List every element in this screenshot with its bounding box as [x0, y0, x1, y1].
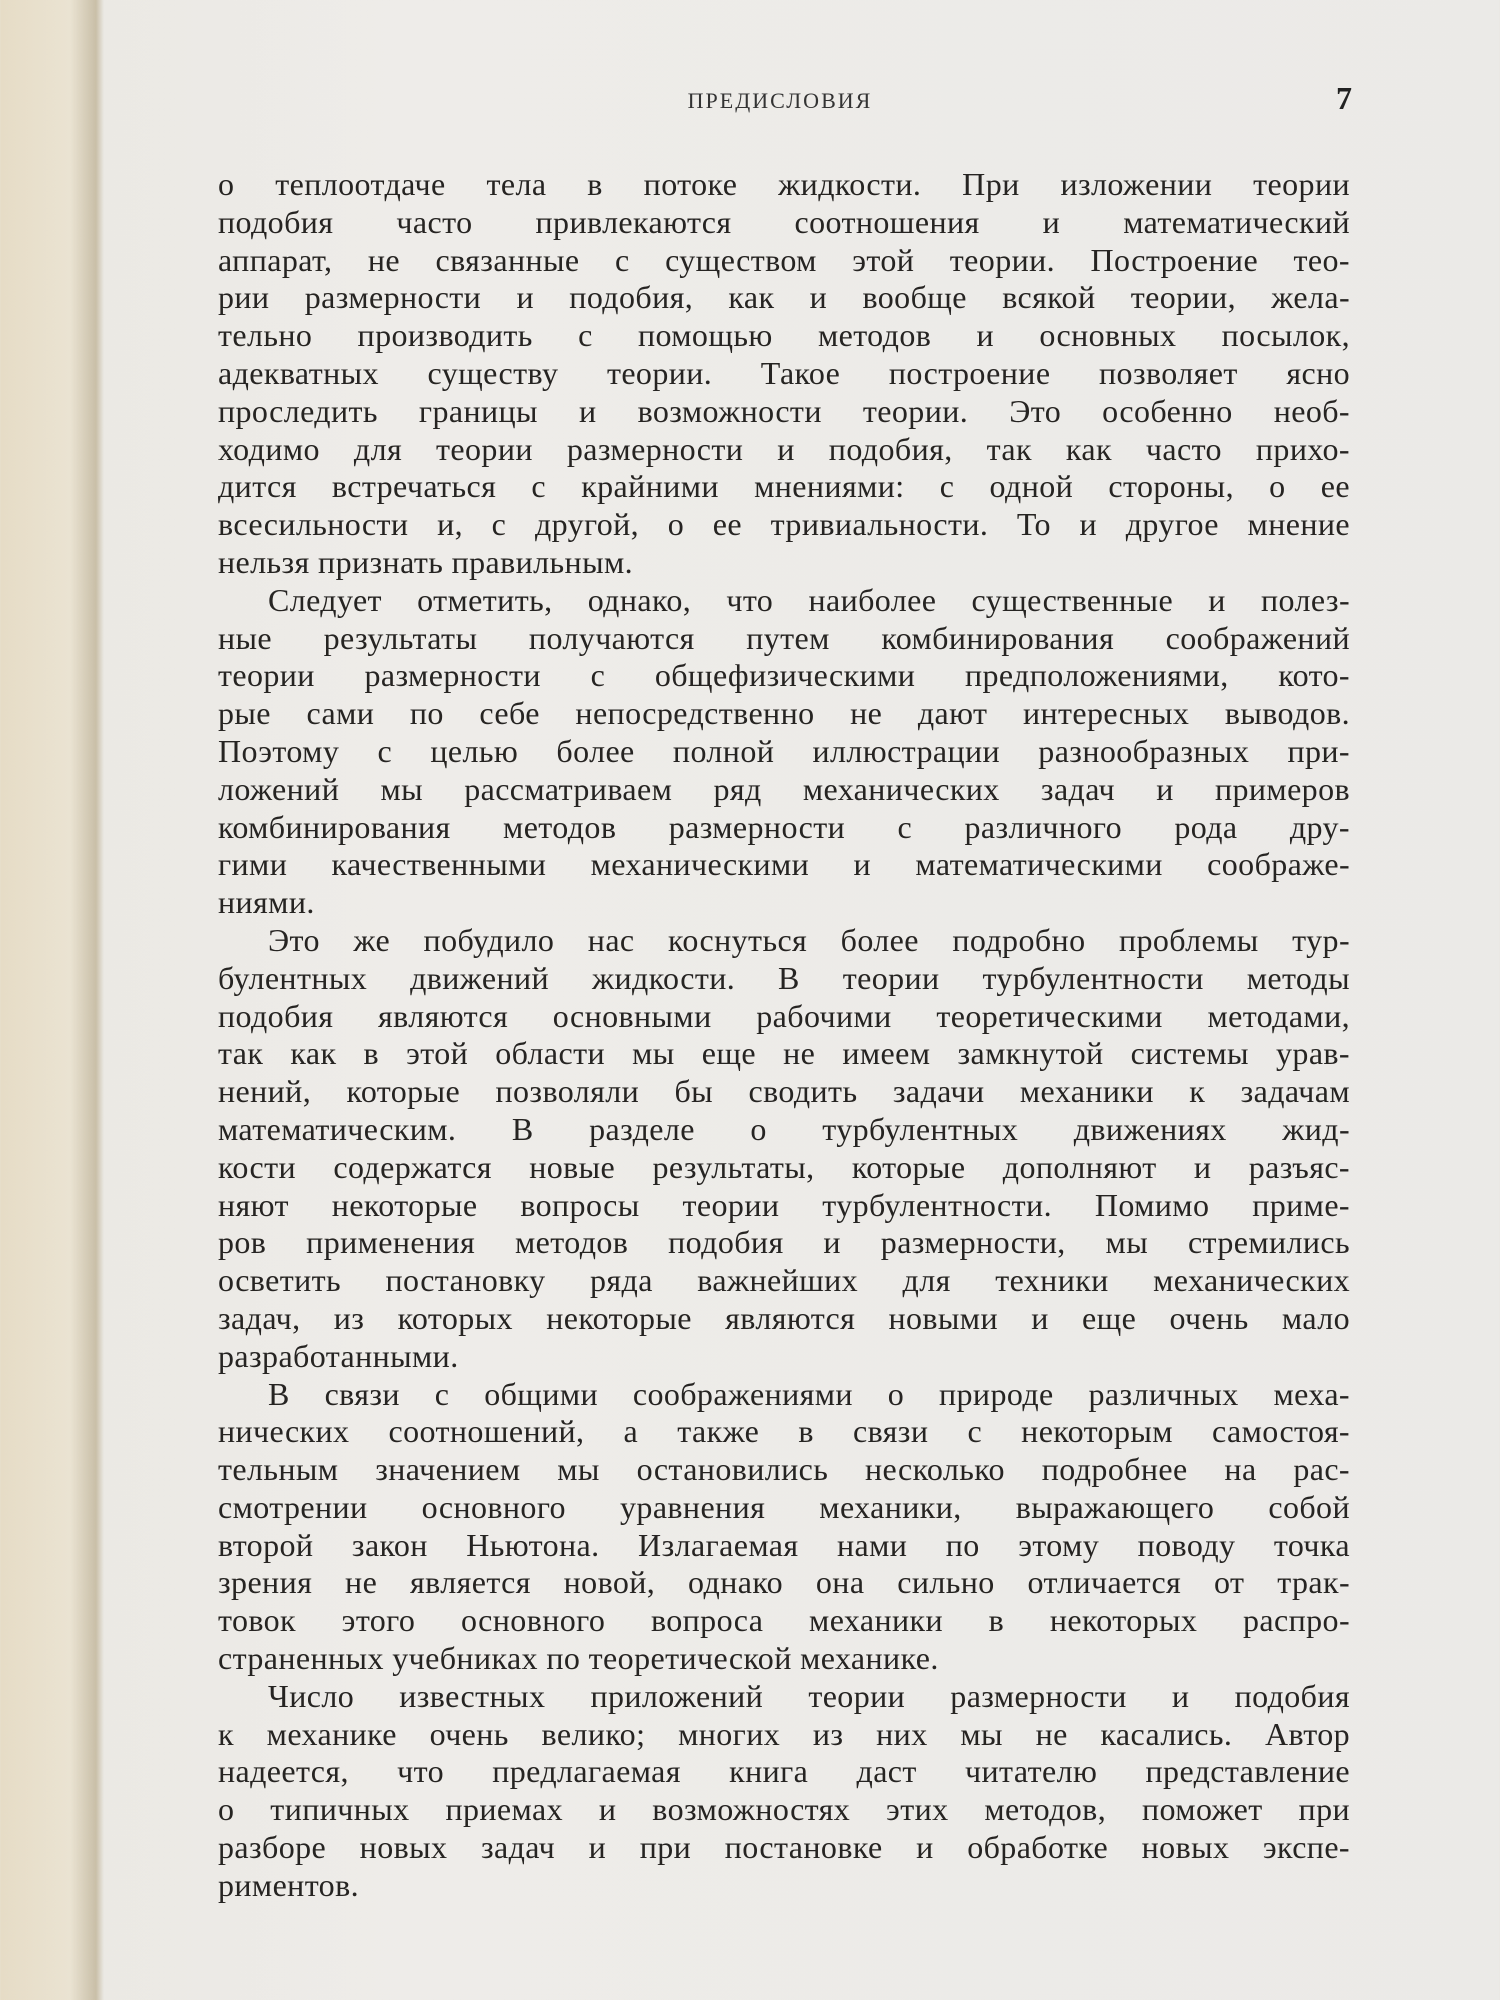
- text-line: всесильности и, с другой, о ее тривиальности. То и другое мнение: [218, 506, 1350, 543]
- text-line: ные результаты получаются путем комбинирования соображений: [218, 619, 1350, 656]
- text-line: товок этого основного вопроса механики в некоторых распро-: [218, 1602, 1350, 1639]
- text-line: второй закон Ньютона. Излагаемая нами по этому поводу точка: [218, 1526, 1350, 1563]
- paragraph: [218, 922, 1350, 1376]
- text-line: комбинирования методов размерности с различного рода дру-: [218, 808, 1350, 845]
- text-line: проследить границы и возможности теории. Это особенно необ-: [218, 392, 1350, 429]
- text-line: Следует отметить, однако, что наиболее существенные и полез-: [268, 581, 1350, 618]
- text-line: осветить постановку ряда важнейших для техники механических: [218, 1262, 1350, 1299]
- text-line: гими качественными механическими и математическими соображе-: [218, 846, 1350, 883]
- text-line: риментов.: [218, 1866, 359, 1903]
- text-line: Поэтому с целью более полной иллюстрации разнообразных при-: [218, 732, 1350, 769]
- text-line: рии размерности и подобия, как и вообще всякой теории, жела-: [218, 279, 1350, 316]
- paragraph: [218, 1678, 1350, 1905]
- text-line: о теплоотдаче тела в потоке жидкости. При изложении теории: [218, 166, 1350, 202]
- text-line: адекватных существу теории. Такое построение позволяет ясно: [218, 354, 1350, 391]
- text-line: нических соотношений, а также в связи с некоторым самостоя-: [218, 1413, 1350, 1450]
- text-line: ниями.: [218, 884, 315, 921]
- text-line: Это же побудило нас коснуться более подробно проблемы тур-: [268, 921, 1350, 958]
- text-line: аппарат, не связанные с существом этой теории. Построение тео-: [218, 241, 1350, 278]
- text-line: тельно производить с помощью методов и основных посылок,: [218, 317, 1350, 354]
- text-line: страненных учебниках по теоретической механике.: [218, 1640, 939, 1677]
- text-line: к механике очень велико; многих из них мы не касались. Автор: [218, 1715, 1350, 1752]
- text-line: задач, из которых некоторые являются новыми и еще очень мало: [218, 1299, 1350, 1336]
- text-line: зрения не является новой, однако она сильно отличается от трак-: [218, 1564, 1350, 1601]
- text-line: теории размерности с общефизическими предположениями, кото-: [218, 657, 1350, 694]
- paragraph: [218, 582, 1350, 922]
- text-line: нельзя признать правильным.: [218, 543, 634, 580]
- text-line: кости содержатся новые результаты, которые дополняют и разъяс-: [218, 1148, 1350, 1185]
- text-line: рые сами по себе непосредственно не дают интересных выводов.: [218, 695, 1350, 732]
- text-line: ходимо для теории размерности и подобия, так как часто прихо-: [218, 430, 1350, 467]
- running-title: ПРЕДИСЛОВИЯ: [687, 88, 873, 113]
- text-line: надеется, что предлагаемая книга даст читателю представление: [218, 1753, 1350, 1790]
- text-line: подобия являются основными рабочими теоретическими методами,: [218, 997, 1350, 1034]
- text-line: так как в этой области мы еще не имеем замкнутой системы урав-: [218, 1035, 1350, 1072]
- text-line: ложений мы рассматриваем ряд механических задач и примеров: [218, 770, 1350, 807]
- text-line: математическим. В разделе о турбулентных движениях жид-: [218, 1110, 1350, 1147]
- page-number: 7: [1336, 80, 1352, 116]
- text-line: смотрении основного уравнения механики, выражающего собой: [218, 1488, 1350, 1525]
- paragraph: [218, 166, 1350, 582]
- text-line: разборе новых задач и при постановке и обработке новых экспе-: [218, 1829, 1350, 1866]
- text-line: В связи с общими соображениями о природе различных меха-: [268, 1375, 1350, 1412]
- text-line: дится встречаться с крайними мнениями: с одной стороны, о ее: [218, 468, 1350, 505]
- text-line: булентных движений жидкости. В теории турбулентности методы: [218, 959, 1350, 996]
- text-line: разработанными.: [218, 1337, 459, 1374]
- body-text: [218, 166, 1350, 1905]
- text-line: Число известных приложений теории размерности и подобия: [268, 1677, 1350, 1714]
- text-line: подобия часто привлекаются соотношения и математический: [218, 203, 1350, 240]
- text-line: тельным значением мы остановились несколько подробнее на рас-: [218, 1451, 1350, 1488]
- text-line: няют некоторые вопросы теории турбулентности. Помимо приме-: [218, 1186, 1350, 1223]
- paragraph: [218, 1376, 1350, 1678]
- text-line: о типичных приемах и возможностях этих методов, поможет при: [218, 1791, 1350, 1828]
- text-line: ров применения методов подобия и размерности, мы стремились: [218, 1224, 1350, 1261]
- text-line: нений, которые позволяли бы сводить задачи механики к задачам: [218, 1073, 1350, 1110]
